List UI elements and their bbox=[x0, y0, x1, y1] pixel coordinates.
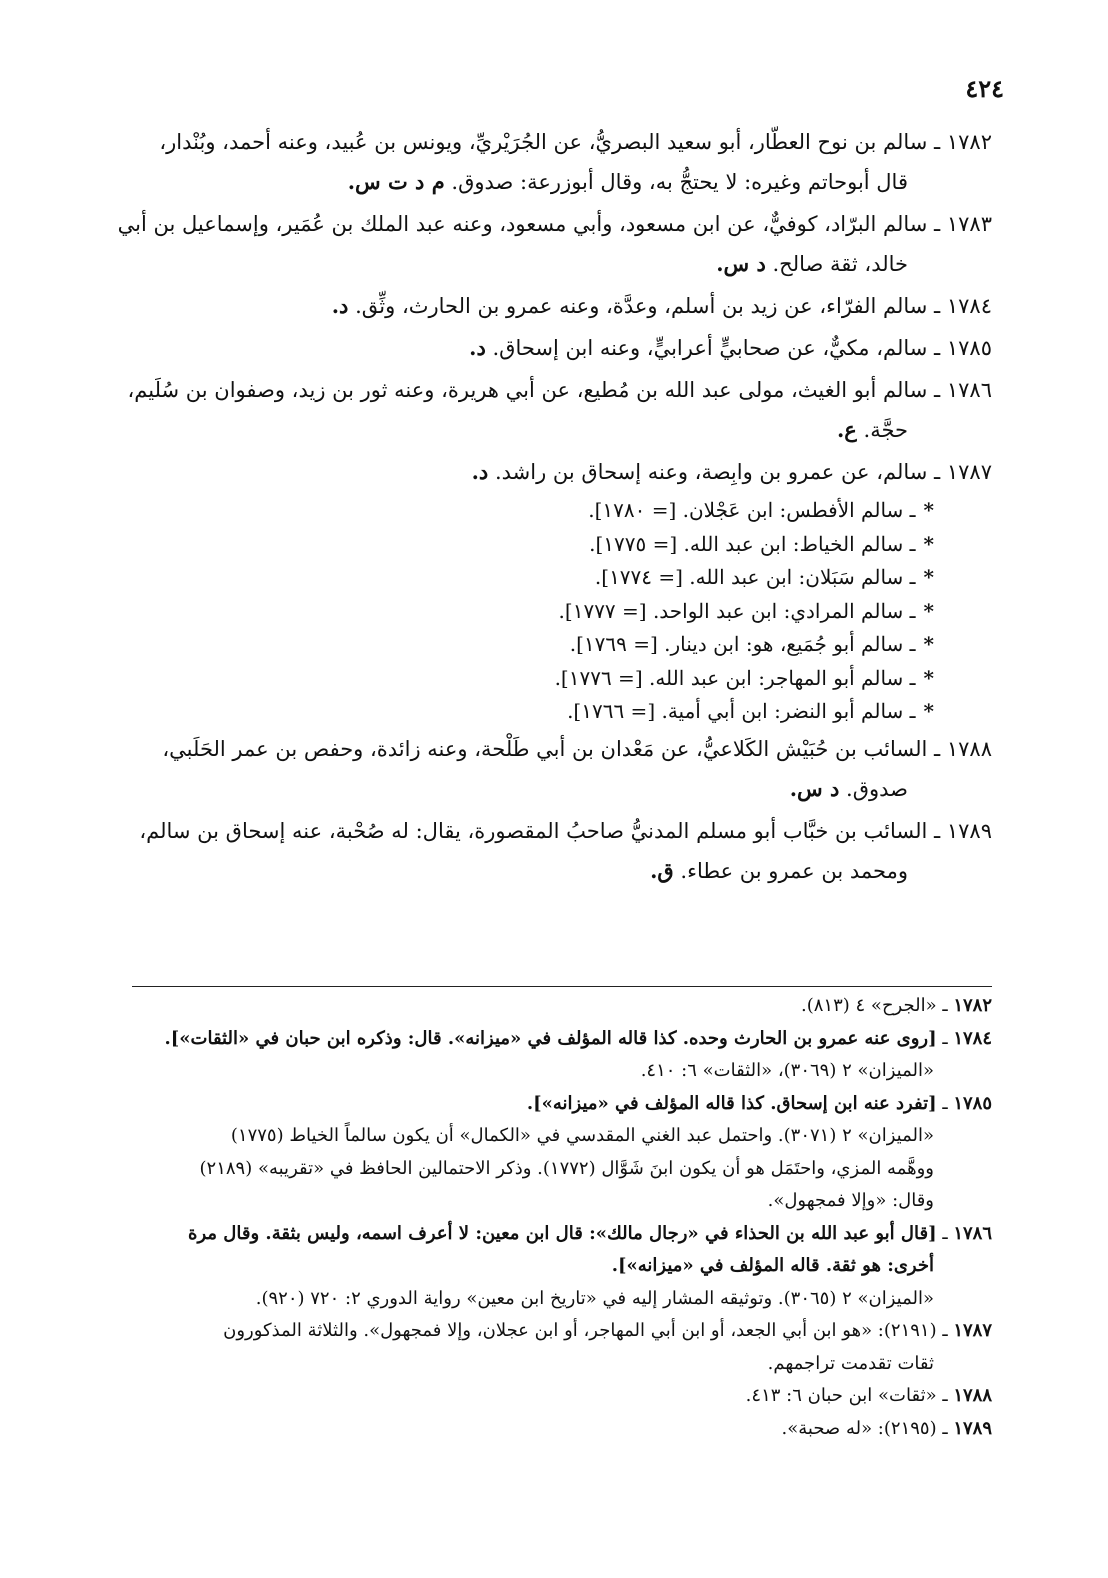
star-icon: * bbox=[923, 498, 934, 522]
entry-line: ١٧٨٦ ـ سالم أبو الغيث، مولى عبد الله بن مُطيع، عن أبي هريرة، وعنه ثور بن زيد، وصفوان بن سُلَيم، bbox=[127, 378, 992, 402]
entry-text: حجَّة. bbox=[863, 418, 908, 442]
footnote-text: [روى عنه عمرو بن الحارث وحده. كذا قاله المؤلف في «ميزانه». قال: وذكره ابن حبان في «الثقات»]. bbox=[164, 1027, 937, 1049]
footnote-text: (٢١٩١): «هو ابن أبي الجعد، أو ابن أبي المهاجر، أو ابن عجلان، وإلا فمجهول». والثلاثة المذكورون bbox=[223, 1320, 937, 1341]
footnote-text: ووهَّمه المزي، واحتَمَل هو أن يكون ابنَ شَوَّال (١٧٧٢). وذكر الاحتمالين الحافظ في «تقريبه» (٢١٨٩) bbox=[199, 1157, 934, 1179]
star-icon: * bbox=[923, 632, 934, 656]
entry-siglum: ق. bbox=[650, 857, 674, 883]
footnote-text: [تفرد عنه ابن إسحاق. كذا قاله المؤلف في «ميزانه»]. bbox=[526, 1092, 937, 1114]
footnote-text: (٢١٩٥): «له صحبة». bbox=[781, 1417, 937, 1439]
footnote-number: ١٧٨٢ bbox=[953, 995, 992, 1016]
entry bbox=[18, 286, 992, 326]
footnote-line: ١٧٨٦ ـ [قال أبو عبد الله بن الحذاء في «رجال مالك»: قال ابن معين: لا أعرف اسمه، وليس بثقة. وقال مرة bbox=[188, 1222, 992, 1244]
footnote-line: ١٧٨٢ ـ «الجرح» ٤ (٨١٣). bbox=[801, 995, 992, 1016]
footnote-line: ١٧٨٤ ـ [روى عنه عمرو بن الحارث وحده. كذا قاله المؤلف في «ميزانه». قال: وذكره ابن حبان في «الثقات»]. bbox=[164, 1027, 992, 1049]
cross-reference-list bbox=[18, 494, 992, 729]
star-icon: * bbox=[923, 565, 934, 589]
entry-text: سالم بن نوح العطّار، أبو سعيد البصريُّ، عن الجُرَيْريِّ، ويونس بن عُبيد، وعنه أحمد، وبُنْدار، bbox=[159, 130, 928, 154]
footnote-line bbox=[18, 1283, 992, 1316]
entry-number: ١٧٨٤ bbox=[946, 294, 992, 318]
star-icon: * bbox=[923, 598, 934, 623]
footnote-number: ١٧٨٨ bbox=[953, 1385, 992, 1406]
entry-number: ١٧٨٦ bbox=[946, 378, 992, 402]
footnote-text: «الميزان» ٢ (٣٠٦٥). وتوثيقه المشار إليه في «تاريخ ابن معين» رواية الدوري ٢: ٧٢٠ (٩٢٠). bbox=[255, 1287, 934, 1309]
entry-siglum: ع. bbox=[836, 417, 857, 442]
footnote-line: ١٧٨٧ ـ (٢١٩١): «هو ابن أبي الجعد، أو ابن أبي المهاجر، أو ابن عجلان، وإلا فمجهول». والثلاثة المذكورون bbox=[223, 1320, 992, 1341]
entry bbox=[18, 370, 992, 450]
entry-line bbox=[18, 162, 992, 202]
entry-siglum: د س. bbox=[789, 775, 840, 801]
footnote-line bbox=[18, 1348, 992, 1381]
footnotes bbox=[18, 990, 992, 1445]
footnote-text: أخرى: هو ثقة. قاله المؤلف في «ميزانه»]. bbox=[611, 1255, 934, 1276]
cross-reference-text: سالم أبو النضر: ابن أبي أمية. [= ١٧٦٦]. bbox=[567, 699, 904, 723]
cross-reference: *ـ سالم أبو المهاجر: ابن عبد الله. [= ١٧٧٦]. bbox=[554, 665, 934, 690]
cross-reference-text: سالم أبو المهاجر: ابن عبد الله. [= ١٧٧٦]. bbox=[554, 665, 904, 690]
entry-text: السائب بن خبَّاب أبو مسلم المدنيُّ صاحبُ المقصورة، يقال: له صُحْبة، عنه إسحاق بن سالم، bbox=[139, 818, 928, 843]
footnote-text: «الميزان» ٢ (٣٠٦٩)، «الثقات» ٦: ٤١٠. bbox=[640, 1060, 934, 1081]
cross-reference-text: سالم الخياط: ابن عبد الله. [= ١٧٧٥]. bbox=[589, 531, 904, 556]
footnote-line bbox=[18, 1250, 992, 1283]
footnote-number: ١٧٨٦ bbox=[953, 1222, 992, 1244]
star-icon: * bbox=[923, 699, 934, 723]
cross-reference: *ـ سالم الأفطس: ابن عَجْلان. [= ١٧٨٠]. bbox=[588, 498, 934, 522]
footnote-text: ثقات تقدمت تراجمهم. bbox=[767, 1352, 934, 1374]
footnote-text: وقال: «وإلا فمجهول». bbox=[767, 1190, 934, 1211]
footnote-text: «الجرح» ٤ (٨١٣). bbox=[801, 995, 937, 1016]
entry-line: ١٧٨٤ ـ سالم الفرّاء، عن زيد بن أسلم، وعدَّة، وعنه عمرو بن الحارث، وثِّق. د. bbox=[331, 293, 992, 318]
entry-text: خالد، ثقة صالح. bbox=[772, 252, 908, 276]
footnote-line bbox=[18, 1120, 992, 1153]
entry-text: سالم، مكيٌّ، عن صحابيٍّ أعرابيٍّ، وعنه ابن إسحاق. bbox=[492, 336, 928, 360]
entries-group-2 bbox=[18, 729, 992, 891]
entry-number: ١٧٨٧ bbox=[946, 460, 992, 484]
entry-line: ١٧٨٨ ـ السائب بن حُبَيْش الكَلاعيُّ، عن مَعْدان بن أبي طَلْحة، وعنه زائدة، وحفص بن عمر الحَلَبي، bbox=[162, 736, 992, 761]
entry-line: ١٧٨٣ ـ سالم البرّاد، كوفيٌّ، عن ابن مسعود، وأبي مسعود، وعنه عبد الملك بن عُمَير، وإسماعيل بن أبي bbox=[117, 212, 992, 236]
entry-text: سالم البرّاد، كوفيٌّ، عن ابن مسعود، وأبي مسعود، وعنه عبد الملك بن عُمَير، وإسماعيل بن أبي bbox=[117, 212, 928, 236]
entry-text: سالم أبو الغيث، مولى عبد الله بن مُطيع، عن أبي هريرة، وعنه ثور بن زيد، وصفوان بن سُلَيم، bbox=[127, 378, 928, 402]
entry-text: قال أبوحاتم وغيره: لا يحتجُّ به، وقال أبوزرعة: صدوق. bbox=[451, 170, 908, 194]
entry bbox=[18, 729, 992, 809]
entries-group-1 bbox=[18, 122, 992, 492]
footnote-number: ١٧٨٥ bbox=[953, 1092, 992, 1114]
footnote-line: ١٧٨٥ ـ [تفرد عنه ابن إسحاق. كذا قاله المؤلف في «ميزانه»]. bbox=[526, 1092, 992, 1114]
entry-siglum: د. bbox=[469, 335, 486, 360]
entry-line: ١٧٨٥ ـ سالم، مكيٌّ، عن صحابيٍّ أعرابيٍّ، وعنه ابن إسحاق. د. bbox=[469, 335, 992, 360]
footnote-line bbox=[18, 1055, 992, 1088]
cross-reference: *ـ سالم سَبَلان: ابن عبد الله. [= ١٧٧٤]. bbox=[594, 565, 934, 589]
entry-line: ١٧٨٢ ـ سالم بن نوح العطّار، أبو سعيد البصريُّ، عن الجُرَيْريِّ، ويونس بن عُبيد، وعنه أحمد، وبُنْدار، bbox=[159, 130, 992, 154]
footnote-text: «الميزان» ٢ (٣٠٧١). واحتمل عبد الغني المقدسي في «الكمال» أن يكون سالماً الخياط (١٧٧٥) bbox=[230, 1125, 934, 1146]
entry-line bbox=[18, 410, 992, 450]
entry-text: سالم، عن عمرو بن وابِصة، وعنه إسحاق بن راشد. bbox=[494, 460, 928, 484]
star-icon: * bbox=[923, 665, 934, 690]
entry-number: ١٧٨٨ bbox=[946, 736, 992, 761]
main-text bbox=[18, 122, 992, 893]
cross-reference-text: سالم المرادي: ابن عبد الواحد. [= ١٧٧٧]. bbox=[558, 598, 904, 623]
entry-siglum: د. bbox=[331, 293, 349, 318]
entry-text: ومحمد بن عمرو بن عطاء. bbox=[680, 858, 908, 883]
entry bbox=[18, 452, 992, 492]
entry-number: ١٧٨٢ bbox=[946, 130, 992, 154]
entry-line bbox=[18, 244, 992, 284]
footnote-line bbox=[18, 1153, 992, 1186]
footnote-divider bbox=[132, 986, 992, 987]
entry-line: ١٧٨٧ ـ سالم، عن عمرو بن وابِصة، وعنه إسحاق بن راشد. د. bbox=[471, 459, 992, 484]
cross-reference: *ـ سالم المرادي: ابن عبد الواحد. [= ١٧٧٧]. bbox=[558, 598, 934, 623]
footnote-line: ١٧٨٩ ـ (٢١٩٥): «له صحبة». bbox=[781, 1417, 992, 1439]
entry-number: ١٧٨٩ bbox=[946, 818, 992, 843]
footnote-number: ١٧٨٧ bbox=[953, 1320, 992, 1341]
cross-reference-text: سالم أبو جُمَيع، هو: ابن دينار. [= ١٧٦٩]. bbox=[569, 632, 904, 656]
entry bbox=[18, 204, 992, 284]
entry bbox=[18, 811, 992, 891]
footnote-line bbox=[18, 1185, 992, 1218]
footnote-text: «ثقات» ابن حبان ٦: ٤١٣. bbox=[745, 1385, 937, 1406]
cross-reference-text: سالم سَبَلان: ابن عبد الله. [= ١٧٧٤]. bbox=[594, 565, 904, 589]
footnote-line: ١٧٨٨ ـ «ثقات» ابن حبان ٦: ٤١٣. bbox=[745, 1385, 992, 1406]
entry-number: ١٧٨٥ bbox=[946, 336, 992, 360]
entry-line: ١٧٨٩ ـ السائب بن خبَّاب أبو مسلم المدنيُّ صاحبُ المقصورة، يقال: له صُحْبة، عنه إسحاق بن سالم، bbox=[139, 818, 992, 843]
footnote-number: ١٧٨٩ bbox=[953, 1417, 992, 1439]
entry-text: صدوق. bbox=[846, 776, 908, 801]
entry-siglum: د. bbox=[471, 459, 489, 484]
cross-reference: *ـ سالم أبو جُمَيع، هو: ابن دينار. [= ١٧٦٩]. bbox=[569, 632, 934, 656]
entry-line bbox=[18, 769, 992, 809]
cross-reference: *ـ سالم الخياط: ابن عبد الله. [= ١٧٧٥]. bbox=[589, 531, 934, 556]
entry bbox=[18, 122, 992, 202]
entry-line bbox=[18, 851, 992, 891]
entry bbox=[18, 328, 992, 368]
entry-siglum: م د ت س. bbox=[347, 169, 445, 194]
star-icon: * bbox=[923, 531, 934, 556]
entry-siglum: د س. bbox=[716, 251, 766, 276]
entry-number: ١٧٨٣ bbox=[946, 212, 992, 236]
page-number: ٤٢٤ bbox=[965, 74, 1004, 103]
cross-reference-text: سالم الأفطس: ابن عَجْلان. [= ١٧٨٠]. bbox=[588, 498, 904, 522]
footnote-number: ١٧٨٤ bbox=[953, 1027, 992, 1049]
footnote-text: [قال أبو عبد الله بن الحذاء في «رجال مالك»: قال ابن معين: لا أعرف اسمه، وليس بثقة. وقال مرة bbox=[188, 1222, 937, 1244]
entry-text: سالم الفرّاء، عن زيد بن أسلم، وعدَّة، وعنه عمرو بن الحارث، وثِّق. bbox=[355, 294, 928, 318]
entry-text: السائب بن حُبَيْش الكَلاعيُّ، عن مَعْدان بن أبي طَلْحة، وعنه زائدة، وحفص بن عمر الحَلَبي، bbox=[162, 736, 928, 761]
cross-reference: *ـ سالم أبو النضر: ابن أبي أمية. [= ١٧٦٦]. bbox=[567, 699, 934, 723]
